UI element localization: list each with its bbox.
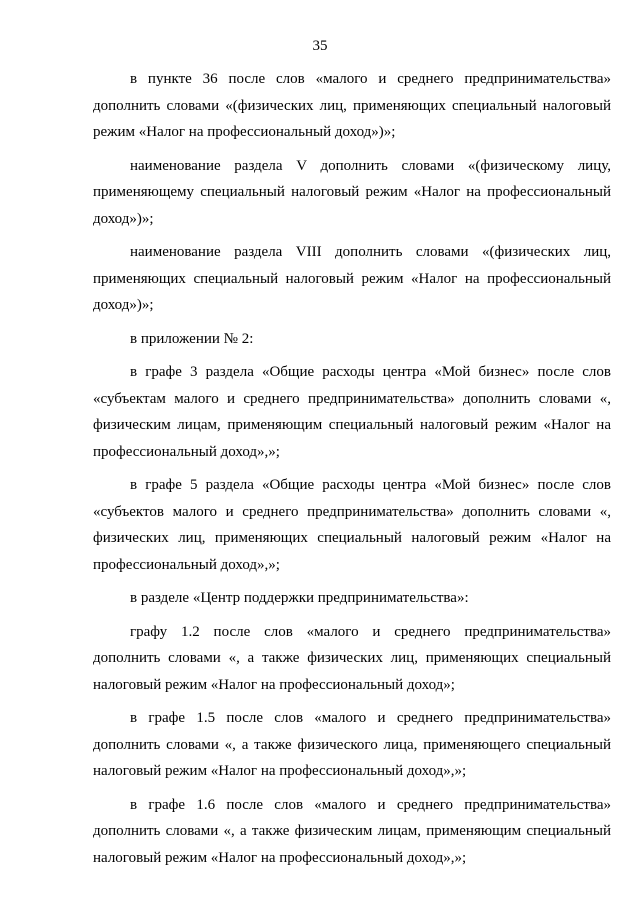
paragraph-6: в графе 5 раздела «Общие расходы центра «Мой бизнес» после слов «субъектов малого и среднего предпринимательства» дополнить словами «, физических лиц, применяющих специальный налоговый режим «Налог на профессиональный доход»,»;: [93, 477, 611, 573]
paragraph-4: в приложении № 2:: [130, 330, 254, 347]
paragraph-1: в пункте 36 после слов «малого и среднего предпринимательства» дополнить словами «(физических лиц, применяющих специальный налоговый режим «Налог на профессиональный доход»)»;: [93, 71, 611, 140]
paragraph-3: наименование раздела VIII дополнить словами «(физических лиц, применяющих специальный налоговый режим «Налог на профессиональный доход»)»;: [93, 244, 611, 313]
paragraph-7: в разделе «Центр поддержки предпринимательства»:: [130, 590, 469, 606]
document-body: [93, 66, 611, 878]
paragraph-2: наименование раздела V дополнить словами «(физическому лицу, применяющему специальный налоговый режим «Налог на профессиональный доход»)»;: [93, 157, 611, 227]
page-number: 35: [312, 38, 328, 54]
paragraph-9: в графе 1.5 после слов «малого и среднего предпринимательства» дополнить словами «, а также физического лица, применяющего специальный налоговый режим «Налог на профессиональный доход»,»;: [93, 710, 611, 779]
paragraph-10: в графе 1.6 после слов «малого и среднего предпринимательства» дополнить словами «, а также физическим лицам, применяющим специальный налоговый режим «Налог на профессиональный доход»,»;: [93, 796, 611, 866]
paragraph-8: графу 1.2 после слов «малого и среднего предпринимательства» дополнить словами «, а также физических лиц, применяющих специальный налоговый режим «Налог на профессиональный доход»;: [93, 623, 611, 693]
paragraph-5: в графе 3 раздела «Общие расходы центра «Мой бизнес» после слов «субъектам малого и среднего предпринимательства» дополнить словами «, физическим лицам, применяющим специальный налоговый режим «Налог на профессиональный доход»,»;: [93, 364, 611, 460]
